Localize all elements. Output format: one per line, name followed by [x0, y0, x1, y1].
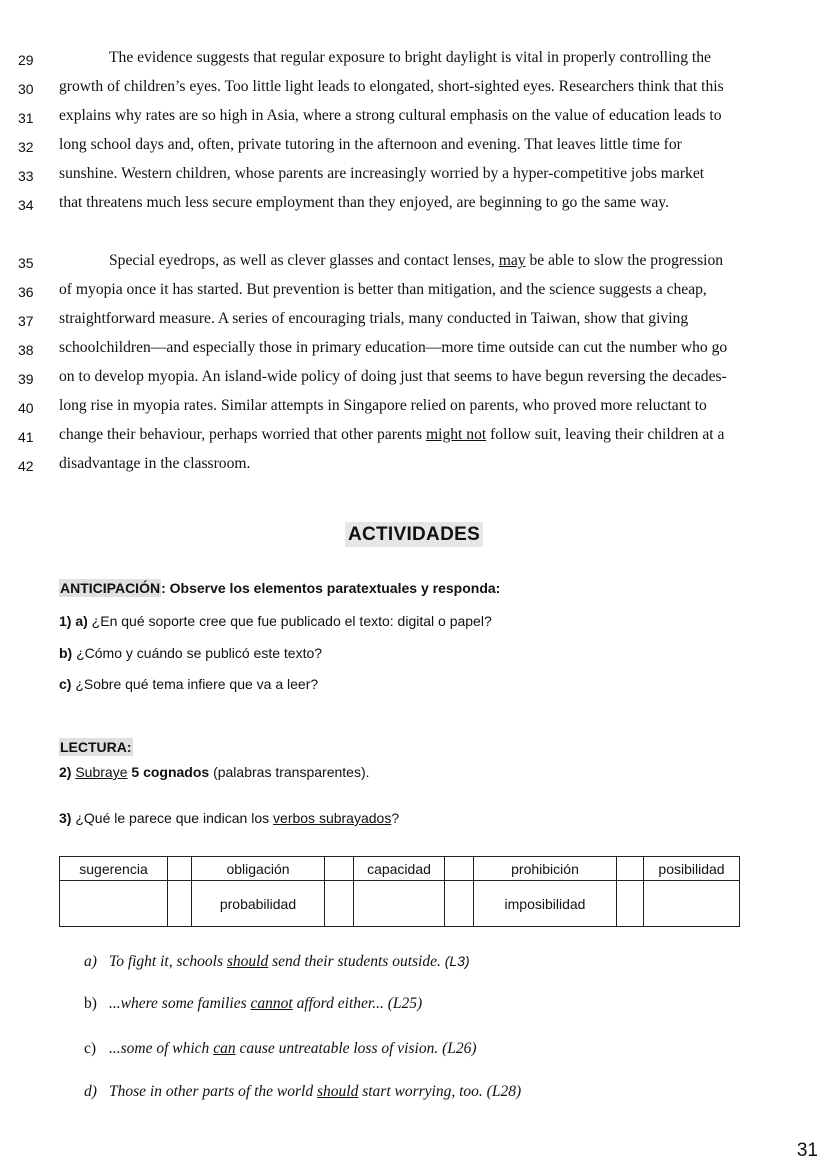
- line-text: schoolchildren—and especially those in primary education—more time outside can cut the number who go: [59, 339, 728, 356]
- text-line: [0, 249, 828, 278]
- line-number: 31: [18, 110, 34, 126]
- line-number: 38: [18, 342, 34, 358]
- answer-cell[interactable]: [325, 857, 354, 881]
- table-cell: [354, 881, 445, 927]
- answer-cell[interactable]: [325, 881, 354, 927]
- line-number: 42: [18, 458, 34, 474]
- text-line: [0, 452, 828, 481]
- question-2: 2) Subraye 5 cognados (palabras transparentes).: [59, 764, 370, 780]
- line-number: 32: [18, 139, 34, 155]
- table-row: [60, 881, 740, 927]
- table-cell: prohibición: [474, 857, 617, 881]
- table-cell: imposibilidad: [474, 881, 617, 927]
- text-line: [0, 133, 828, 162]
- question-1b: b) ¿Cómo y cuándo se publicó este texto?: [59, 645, 323, 661]
- text-line: [0, 46, 828, 75]
- line-number: 30: [18, 81, 34, 97]
- line-text: long school days and, often, private tutoring in the afternoon and evening. That leaves little time for: [59, 136, 682, 153]
- text-line: [0, 365, 828, 394]
- table-cell: [60, 881, 168, 927]
- underlined-verb: should: [226, 953, 269, 970]
- underlined-verb: may: [498, 252, 526, 269]
- underlined-verb: should: [316, 1083, 359, 1100]
- table-cell: probabilidad: [192, 881, 325, 927]
- line-text: straightforward measure. A series of encouraging trials, many conducted in Taiwan, show that giving: [59, 310, 689, 327]
- line-number: 33: [18, 168, 34, 184]
- text-line: [0, 191, 828, 220]
- text-line: [0, 336, 828, 365]
- page-number: 31: [796, 1140, 818, 1161]
- table-cell: sugerencia: [60, 857, 168, 881]
- answer-cell[interactable]: [445, 881, 474, 927]
- underlined-verb: can: [213, 1040, 236, 1057]
- line-text: that threatens much less secure employment than they enjoyed, are beginning to go the same way.: [59, 194, 669, 211]
- table-cell: capacidad: [354, 857, 445, 881]
- text-line: [0, 278, 828, 307]
- line-number: 36: [18, 284, 34, 300]
- example-sentence: b) ...where some families cannot afford either... (L25): [84, 995, 423, 1012]
- answer-cell[interactable]: [445, 857, 474, 881]
- lectura-label: LECTURA:: [60, 739, 132, 755]
- line-number: 35: [18, 255, 34, 271]
- text-line: [0, 394, 828, 423]
- answer-cell[interactable]: [168, 857, 192, 881]
- line-text: disadvantage in the classroom.: [59, 455, 251, 472]
- text-line: [0, 75, 828, 104]
- anticipacion-label: ANTICIPACIÓN: [60, 580, 161, 596]
- activities-title: ACTIVIDADES: [345, 522, 483, 547]
- question-1c: c) ¿Sobre qué tema infiere que va a leer?: [59, 676, 319, 692]
- line-text: sunshine. Western children, whose parents are increasingly worried by a hyper-competitive jobs market: [59, 165, 705, 182]
- line-number: 41: [18, 429, 34, 445]
- activities-heading: [0, 524, 828, 546]
- line-number: 29: [18, 52, 34, 68]
- line-number: 37: [18, 313, 34, 329]
- table-row: [60, 857, 740, 881]
- text-line: [0, 162, 828, 191]
- answer-cell[interactable]: [168, 881, 192, 927]
- question-1a: 1) a) ¿En qué soporte cree que fue publicado el texto: digital o papel?: [59, 613, 492, 629]
- lectura-heading: [59, 739, 133, 755]
- line-text: Special eyedrops, as well as clever glasses and contact lenses, may be able to slow the progression: [109, 252, 724, 269]
- underlined-verb: might not: [426, 426, 487, 443]
- answer-cell[interactable]: [617, 881, 644, 927]
- line-number: 39: [18, 371, 34, 387]
- table-cell: [644, 881, 740, 927]
- text-line: [0, 307, 828, 336]
- text-line: [0, 104, 828, 133]
- line-text: long rise in myopia rates. Similar attempts in Singapore relied on parents, who proved more reluctant to: [59, 397, 707, 414]
- text-line: [0, 423, 828, 452]
- line-number: 40: [18, 400, 34, 416]
- line-number: 34: [18, 197, 34, 213]
- table-cell: obligación: [192, 857, 325, 881]
- example-sentence: c) ...some of which can cause untreatable loss of vision. (L26): [84, 1040, 477, 1057]
- line-text: growth of children’s eyes. Too little light leads to elongated, short-sighted eyes. Researchers think that this: [59, 78, 724, 95]
- table-cell: posibilidad: [644, 857, 740, 881]
- line-text: of myopia once it has started. But prevention is better than mitigation, and the science suggests a cheap,: [59, 281, 707, 298]
- line-text: change their behaviour, perhaps worried that other parents might not follow suit, leaving their children at a: [59, 426, 725, 443]
- underlined-verb: cannot: [250, 995, 293, 1012]
- answer-cell[interactable]: [617, 857, 644, 881]
- line-text: explains why rates are so high in Asia, where a strong cultural emphasis on the value of education leads to: [59, 107, 722, 124]
- line-text: The evidence suggests that regular exposure to bright daylight is vital in properly controlling the: [109, 49, 711, 66]
- example-sentence: a) To fight it, schools should send their students outside. (L3): [84, 953, 470, 970]
- anticipacion-heading: ANTICIPACIÓN: Observe los elementos paratextuales y responda:: [60, 580, 501, 596]
- question-3: 3) ¿Qué le parece que indican los verbos subrayados?: [59, 810, 400, 826]
- verb-meaning-table: [59, 856, 740, 927]
- line-text: on to develop myopia. An island-wide policy of doing just that seems to have begun reversing the decades-: [59, 368, 727, 385]
- example-sentence: d) Those in other parts of the world should start worrying, too. (L28): [84, 1083, 522, 1100]
